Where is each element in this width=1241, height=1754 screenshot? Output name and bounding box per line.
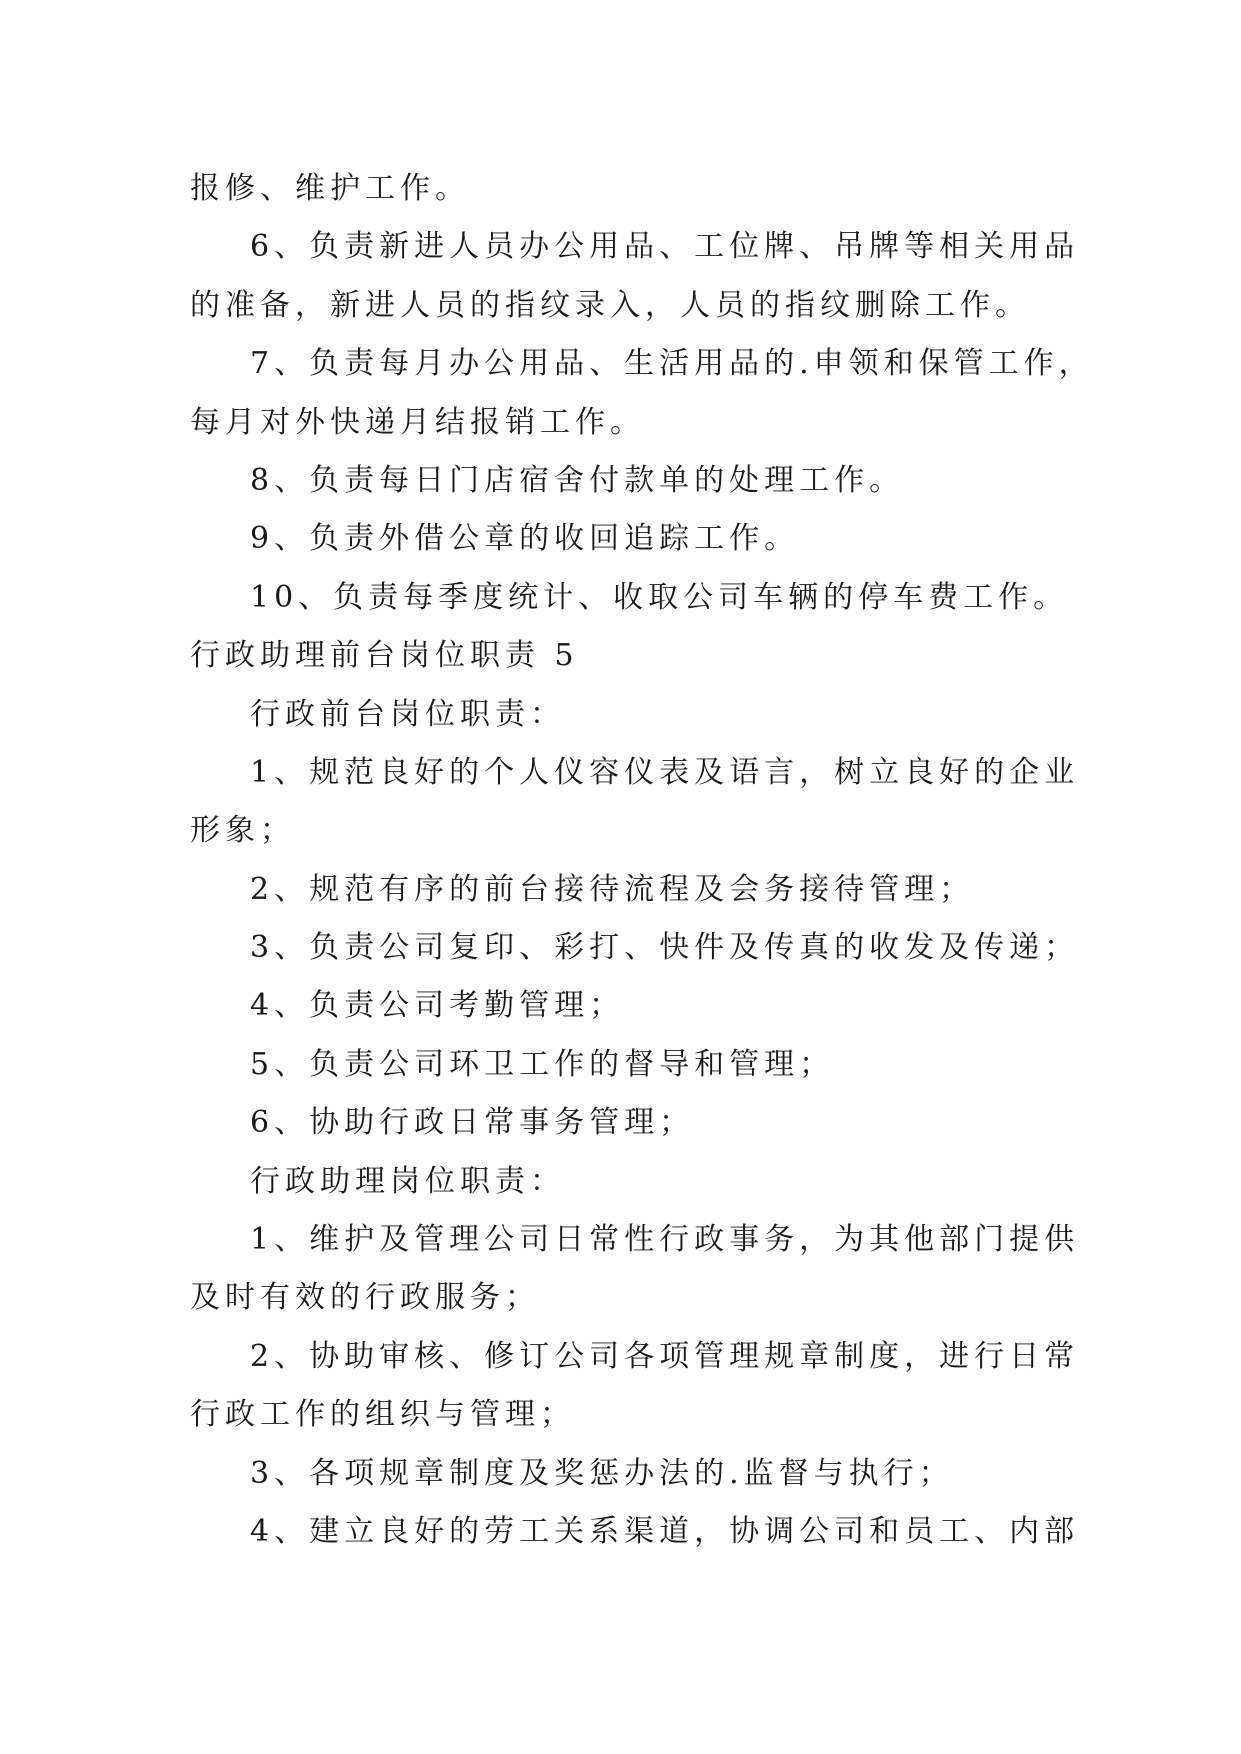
text-line: 6、协助行政日常事务管理；	[250, 1105, 695, 1141]
text-line: 5、负责公司环卫工作的督导和管理；	[250, 1046, 835, 1082]
text-line: 每月对外快递月结报销工作。	[190, 404, 645, 440]
text-line: 10、负责每季度统计、收取公司车辆的停车费工作。	[250, 579, 1069, 615]
text-line: 3、各项规章制度及奖惩办法的.监督与执行；	[250, 1455, 954, 1491]
text-line: 6、负责新进人员办公用品、工位牌、吊牌等相关用品	[250, 229, 1080, 265]
text-line: 7、负责每月办公用品、生活用品的.申领和保管工作，	[250, 346, 1094, 382]
text-line: 的准备，新进人员的指纹录入，人员的指纹删除工作。	[190, 287, 1030, 323]
text-line: 及时有效的行政服务；	[190, 1280, 540, 1316]
text-line: 1、维护及管理公司日常性行政事务，为其他部门提供	[250, 1222, 1080, 1258]
text-line: 报修、维护工作。	[190, 171, 470, 206]
text-line: 行政前台岗位职责：	[250, 696, 565, 732]
text-line: 4、建立良好的劳工关系渠道，协调公司和员工、内部	[250, 1513, 1080, 1549]
text-line: 2、规范有序的前台接待流程及会务接待管理；	[250, 871, 975, 907]
text-line: 8、负责每日门店宿舍付款单的处理工作。	[250, 462, 905, 498]
text-line: 9、负责外借公章的收回追踪工作。	[250, 521, 800, 557]
text-line: 3、负责公司复印、彩打、快件及传真的收发及传递；	[250, 930, 1080, 966]
text-line: 1、规范良好的个人仪容仪表及语言，树立良好的企业	[250, 754, 1080, 790]
text-line: 行政工作的组织与管理；	[190, 1397, 575, 1433]
text-line: 4、负责公司考勤管理；	[250, 988, 625, 1024]
text-line: 行政助理前台岗位职责 5	[190, 638, 579, 674]
text-line: 2、协助审核、修订公司各项管理规章制度，进行日常	[250, 1338, 1080, 1374]
text-line: 形象；	[190, 813, 295, 849]
document-body	[190, 160, 1094, 1561]
text-line: 行政助理岗位职责：	[250, 1163, 565, 1199]
